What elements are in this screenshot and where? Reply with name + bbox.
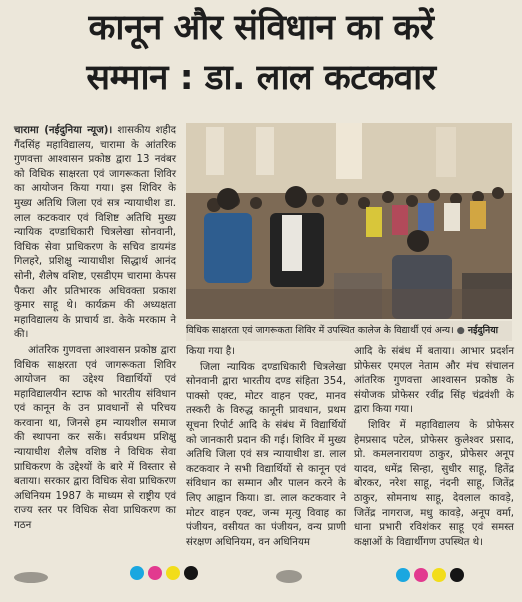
article-paragraph-5: आदि के संबंध में बताया। आभार प्रदर्शन प्रोफेसर एमएल नेताम और मंच संचालन आंतरिक गुणवत्ता आश्वासन प्रकोष्ठ के संयोजक प्रोफेसर रवींद्र सिंह चंद्रवंशी के द्वारा किया गया। <box>354 346 514 416</box>
photo-caption <box>186 321 512 341</box>
article-paragraph-3: किया गया है। <box>186 346 236 357</box>
black-dot-icon <box>184 566 198 580</box>
magenta-dot-icon <box>148 566 162 580</box>
cyan-dot-icon <box>130 566 144 580</box>
lead-text: शासकीय शहीद गैंदसिंह महाविद्यालय, चारामा के आंतरिक गुणवत्ता आश्वासन प्रकोष्ठ द्वारा 13 नवंबर को विधिक साक्षरता एवं जागरूकता शिविर का आयोजन किया गया। इस शिविर के मुख्य अतिथि जिला एवं सत्र न्यायाधीश डा. लाल कटकवार एवं विशिष्ट अतिथि मुख्य न्यायिक दण्डाधिकारी चित्रलेखा सोनवानी, विधिक सेवा प्राधिकरण के सचिव डायमंड गिलहरे, प्रशिक्षु न्यायाधीश सिद्धार्थ आनंद सोनी, शैलेष वशिष्ट, एसडीएम चारामा केपस पैकरा और प्रतिभारक अधिवक्ता प्रकाश कुमार साहू थे। कार्यक्रम की अध्यक्षता महाविद्यालय के प्राचार्य डा. केके मरकाम ने की। <box>14 125 176 341</box>
dateline: चारामा (नईदुनिया न्यूज)। <box>14 125 113 136</box>
caption-source: नईदुनिया <box>467 325 499 336</box>
yellow-dot-icon <box>432 568 446 582</box>
article-paragraph-6: शिविर में महाविद्यालय के प्रोफेसर हेमप्रसाद पटेल, प्रोफेसर कुलेश्वर प्रसाद, प्रो. कमलनारायण ठाकुर, प्रोफेसर अनूप यादव, धमेंद्र सिन्हा, सुधीर साहू, हितेंद्र बोरकर, नरेश साहू, नंदनी साहू, जितेंद्र ठाकुर, सोमनाथ साहू, देवलाल कावड़े, जितेंद्र नागराज, मधु कावड़े, अनूप वर्मा, धाना प्रभारी रविशंकर साहू एवं समस्त कक्षाओं के विद्यार्थीगण उपस्थित थे। <box>354 419 514 548</box>
article-paragraph-2: आंतरिक गुणवत्ता आश्वासन प्रकोष्ठ द्वारा विधिक साक्षरता एवं जागरूकता शिविर आयोजन का उद्देश्य विद्यार्थियों एवं महाविद्यालयीन स्टाफ को भारतीय संविधान एवं कानून के उन प्रावधानों से परिचय करवाना था, जिनसे हम न्यायशील समाज की स्थापना कर सकें। सर्वप्रथम प्रशिक्षु न्यायाधीश शैलेष वशिष्ठ ने विधिक सेवा प्राधिकरण के उद्देश्यों के बारे में विस्तार से बताया। सरकार द्वारा विधिक सेवा प्राधिकरण अधिनियम 1987 के माध्यम से राष्ट्रीय एवं राज्य स्तर पर विधिक सेवा प्राधिकरण का गठन <box>14 344 176 532</box>
cyan-dot-icon <box>396 568 410 582</box>
article-paragraph-4: जिला न्यायिक दण्डाधिकारी चित्रलेखा सोनवानी द्वारा भारतीय दण्ड संहिता 354, पाक्सो एक्ट, मोटर वाहन एक्ट, मानव तस्करी के विरुद्ध कानूनी प्रावधान, प्रथम सूचना रिपोर्ट आदि के संबंध में विद्यार्थियों को जानकारी प्रदान की गई। शिविर में मुख्य अतिथि जिला एवं सत्र न्यायाधीश डा. लाल कटकवार ने सभी विद्यार्थियों से कानून एवं संविधान का सम्मान और पालन करने के लिए आह्वान किया। डा. लाल कटकवार ने मोटर वाहन एक्ट, जन्म मृत्यु विवाह का पंजीयन, वसीयत का पंजीयन, वन्य प्राणी संरक्षण अधिनियम, वन अधिनियम <box>186 361 346 548</box>
registration-mark-icon <box>276 570 302 583</box>
article-paragraph-1 <box>14 124 176 343</box>
black-dot-icon <box>450 568 464 582</box>
yellow-dot-icon <box>166 566 180 580</box>
caption-text: विधिक साक्षरता एवं जागरूकता शिविर में उपस्थित कालेज के विद्यार्थी एवं अन्य। <box>186 325 454 336</box>
photo-illustration <box>186 123 512 319</box>
article-column-3 <box>354 345 514 550</box>
headline-line-1: कानून और संविधान का करें <box>88 8 434 48</box>
bullet-icon: ● <box>456 325 468 336</box>
headline-line-2: सम्मान : डा. लाल कटकवार <box>86 58 436 98</box>
magenta-dot-icon <box>414 568 428 582</box>
article-column-2 <box>186 345 346 550</box>
registration-mark-icon <box>14 572 48 583</box>
article-column-1 <box>14 124 176 534</box>
news-photo <box>186 123 512 319</box>
